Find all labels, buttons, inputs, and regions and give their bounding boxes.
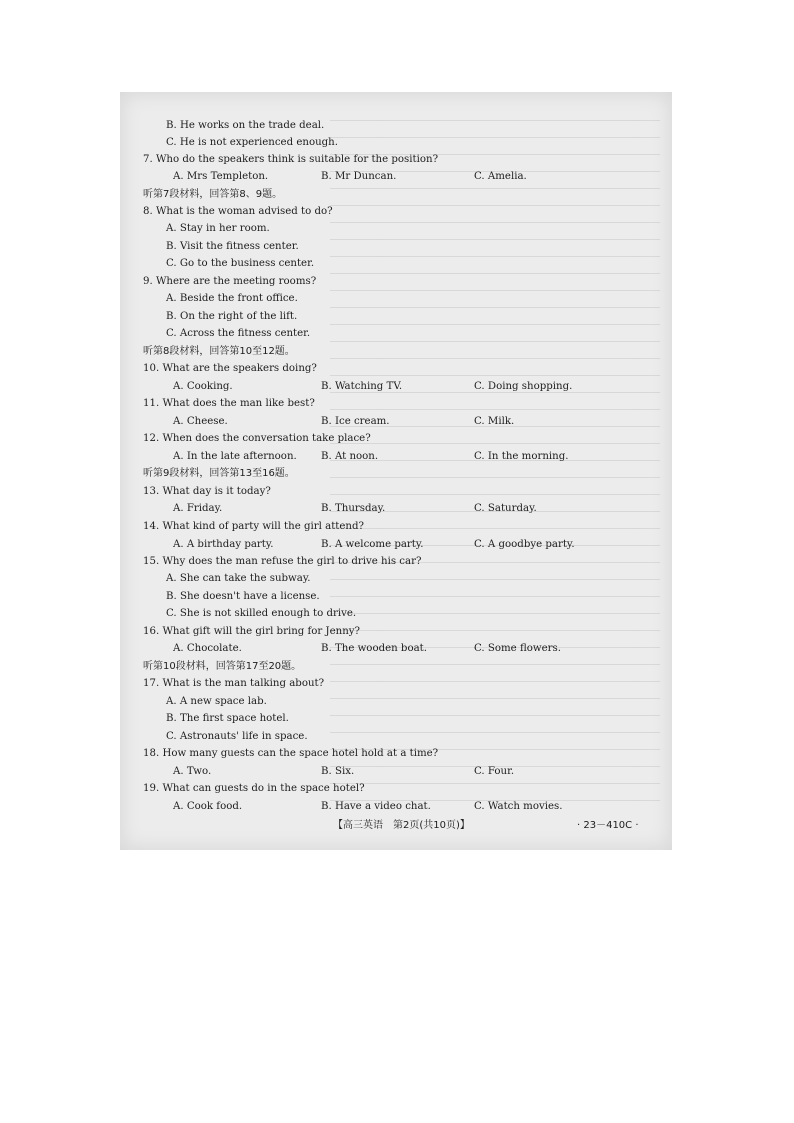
option-line: C. Astronauts' life in space.	[166, 731, 308, 742]
option-b: B. Watching TV.	[321, 381, 403, 392]
option-c: C. In the morning.	[474, 451, 569, 462]
option-c: C. Milk.	[474, 416, 515, 427]
option-b: B. Six.	[321, 766, 355, 777]
option-c: C. Doing shopping.	[474, 381, 573, 392]
option-line: A. Beside the front office.	[166, 293, 298, 304]
section-heading: 听第10段材料，回答第17至20题。	[143, 661, 302, 672]
option-a: A. Cook food.	[173, 801, 243, 812]
section-heading: 听第7段材料，回答第8、9题。	[143, 189, 283, 200]
option-c: C. Saturday.	[474, 503, 537, 514]
question-text: 13. What day is it today?	[143, 486, 271, 497]
question-text: 18. How many guests can the space hotel hold at a time?	[143, 748, 439, 759]
option-line: B. He works on the trade deal.	[166, 120, 325, 131]
option-a: A. A birthday party.	[173, 539, 274, 550]
option-a: A. Cheese.	[173, 416, 228, 427]
option-a: A. Mrs Templeton.	[173, 171, 269, 182]
option-a: A. Two.	[173, 766, 212, 777]
option-b: B. At noon.	[321, 451, 379, 462]
option-b: B. A welcome party.	[321, 539, 424, 550]
option-row	[0, 381, 794, 393]
question-text: 7. Who do the speakers think is suitable for the position?	[143, 154, 439, 165]
option-line: B. On the right of the lift.	[166, 311, 298, 322]
option-c: C. Four.	[474, 766, 515, 777]
option-a: A. Chocolate.	[173, 643, 242, 654]
section-heading: 听第8段材料，回答第10至12题。	[143, 346, 295, 357]
section-heading: 听第9段材料，回答第13至16题。	[143, 468, 295, 479]
option-b: B. Ice cream.	[321, 416, 390, 427]
option-row	[0, 416, 794, 428]
question-text: 11. What does the man like best?	[143, 398, 315, 409]
option-line: C. He is not experienced enough.	[166, 137, 338, 148]
option-line: A. She can take the subway.	[166, 573, 311, 584]
option-a: A. Cooking.	[173, 381, 233, 392]
option-c: C. Some flowers.	[474, 643, 561, 654]
option-a: A. In the late afternoon.	[173, 451, 297, 462]
option-a: A. Friday.	[173, 503, 223, 514]
option-line: C. Go to the business center.	[166, 258, 315, 269]
option-row	[0, 503, 794, 515]
option-row	[0, 766, 794, 778]
question-text: 17. What is the man talking about?	[143, 678, 325, 689]
option-line: C. She is not skilled enough to drive.	[166, 608, 357, 619]
option-row	[0, 539, 794, 551]
page-footer-code: · 23－410C ·	[577, 820, 639, 831]
question-text: 19. What can guests do in the space hotel?	[143, 783, 365, 794]
option-c: C. A goodbye party.	[474, 539, 575, 550]
question-text: 10. What are the speakers doing?	[143, 363, 317, 374]
option-b: B. Mr Duncan.	[321, 171, 397, 182]
question-text: 15. Why does the man refuse the girl to drive his car?	[143, 556, 422, 567]
option-b: B. The wooden boat.	[321, 643, 427, 654]
option-row	[0, 643, 794, 655]
question-text: 8. What is the woman advised to do?	[143, 206, 333, 217]
option-line: B. The first space hotel.	[166, 713, 289, 724]
option-b: B. Thursday.	[321, 503, 386, 514]
question-text: 14. What kind of party will the girl attend?	[143, 521, 364, 532]
option-line: B. Visit the fitness center.	[166, 241, 299, 252]
question-text: 16. What gift will the girl bring for Jenny?	[143, 626, 360, 637]
option-c: C. Watch movies.	[474, 801, 563, 812]
option-line: C. Across the fitness center.	[166, 328, 311, 339]
option-c: C. Amelia.	[474, 171, 527, 182]
option-row	[0, 171, 794, 183]
question-text: 12. When does the conversation take place?	[143, 433, 371, 444]
page-footer-center: 【高三英语 第2页(共10页)】	[333, 820, 470, 831]
question-text: 9. Where are the meeting rooms?	[143, 276, 317, 287]
option-row	[0, 801, 794, 813]
option-line: A. Stay in her room.	[166, 223, 270, 234]
option-b: B. Have a video chat.	[321, 801, 431, 812]
option-line: B. She doesn't have a license.	[166, 591, 320, 602]
option-line: A. A new space lab.	[166, 696, 267, 707]
option-row	[0, 451, 794, 463]
